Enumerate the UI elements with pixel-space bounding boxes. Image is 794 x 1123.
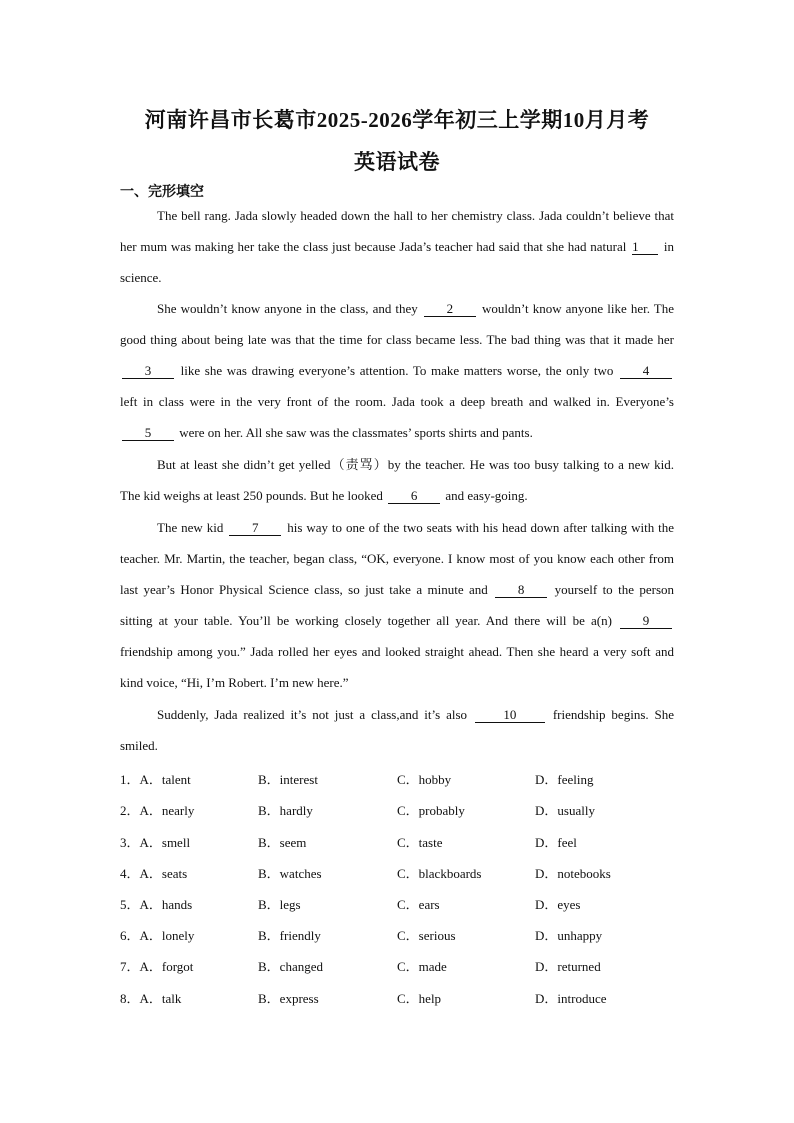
option-a: 5．A．hands — [120, 897, 193, 912]
passage-text: But at least she didn’t get yelled（责骂）by the teacher. He was too busy talking to a new kid. The kid weighs at least 250 pounds. But he looked — [120, 457, 674, 503]
paragraph-3 — [120, 449, 674, 511]
blank-5: 5 — [122, 425, 174, 441]
blank-9: 9 — [620, 613, 672, 629]
option-d: D．introduce — [535, 991, 607, 1006]
option-a: 4．A．seats — [120, 866, 188, 881]
option-c: C．help — [397, 991, 442, 1006]
option-c: C．serious — [397, 928, 456, 943]
question-row — [120, 832, 680, 852]
option-b: B．changed — [258, 959, 323, 974]
passage-text: Suddenly, Jada realized it’s not just a class,and it’s also — [157, 707, 468, 722]
passage-text: wouldn’t know anyone like her. The good thing about being late was that the time for class became less. The bad thing was that it made her — [120, 301, 674, 347]
passage-text: She wouldn’t know anyone in the class, and they — [157, 301, 418, 316]
option-b: B．friendly — [258, 928, 321, 943]
question-row — [120, 925, 680, 945]
option-b: B．legs — [258, 897, 301, 912]
option-a: 8．A．talk — [120, 991, 182, 1006]
passage-text: friendship begins. She smiled. — [120, 707, 675, 753]
option-d: D．notebooks — [535, 866, 611, 881]
option-d: D．returned — [535, 959, 601, 974]
option-c: C．blackboards — [397, 866, 482, 881]
passage-text: were on her. All she saw was the classmates’ sports shirts and pants. — [179, 425, 533, 440]
option-a: 1．A．talent — [120, 772, 191, 787]
option-a: 3．A．smell — [120, 835, 191, 850]
passage-text: The bell rang. Jada slowly headed down the hall to her chemistry class. Jada couldn’t believe that her mum was making her take the class just because Jada’s teacher had said that she had natural — [120, 208, 674, 254]
passage-text: like she was drawing everyone’s attention. To make matters worse, the only two — [180, 363, 614, 378]
option-d: D．feel — [535, 835, 577, 850]
option-c: C．probably — [397, 803, 465, 818]
paragraph-4 — [120, 512, 674, 698]
passage-text: yourself to the person sitting at your table. You’ll be working closely together all year. And there will be a(n) — [120, 582, 675, 628]
passage-text: friendship among you.” Jada rolled her eyes and looked straight ahead. Then she heard a very soft and kind voice, “Hi, I’m Robert. I’m new here.” — [120, 644, 674, 690]
question-row — [120, 769, 680, 789]
option-d: D．usually — [535, 803, 595, 818]
blank-6: 6 — [388, 488, 440, 504]
option-d: D．unhappy — [535, 928, 603, 943]
option-b: B．hardly — [258, 803, 313, 818]
passage-text: left in class were in the very front of the room. Jada took a deep breath and walked in. Everyone’s — [120, 394, 674, 409]
option-a: 7．A．forgot — [120, 959, 194, 974]
passage-text: in science. — [120, 239, 675, 285]
option-a: 2．A．nearly — [120, 803, 195, 818]
option-c: C．taste — [397, 835, 443, 850]
blank-10: 10 — [475, 707, 545, 723]
option-b: B．express — [258, 991, 319, 1006]
option-d: D．feeling — [535, 772, 594, 787]
option-b: B．watches — [258, 866, 322, 881]
question-row — [120, 956, 680, 976]
option-d: D．eyes — [535, 897, 581, 912]
blank-4: 4 — [620, 363, 672, 379]
blank-3: 3 — [122, 363, 174, 379]
question-row — [120, 894, 680, 914]
option-c: C．hobby — [397, 772, 452, 787]
option-b: B．seem — [258, 835, 307, 850]
section-heading: 一、完形填空 — [120, 184, 204, 200]
passage-text: The new kid — [157, 520, 224, 535]
question-row — [120, 863, 680, 883]
paragraph-5 — [120, 699, 674, 761]
option-c: C．made — [397, 959, 447, 974]
exam-subtitle: 英语试卷 — [354, 150, 440, 174]
passage-text: his way to one of the two seats with his head down after talking with the teacher. Mr. Martin, the teacher, began class, “OK, everyone. I know most of you know each other from last year’s Honor Physical Science class, so just take a minute and — [120, 520, 675, 597]
passage-text: and easy-going. — [445, 488, 528, 503]
blank-2: 2 — [424, 301, 476, 317]
blank-8: 8 — [495, 582, 547, 598]
blank-1: 1 — [632, 239, 658, 255]
question-row — [120, 988, 680, 1008]
option-b: B．interest — [258, 772, 318, 787]
paragraph-2 — [120, 293, 674, 448]
blank-7: 7 — [229, 520, 281, 536]
paragraph-1 — [120, 200, 674, 293]
question-row — [120, 800, 680, 820]
exam-title: 河南许昌市长葛市2025-2026学年初三上学期10月月考 — [144, 108, 650, 132]
option-c: C．ears — [397, 897, 440, 912]
option-a: 6．A．lonely — [120, 928, 195, 943]
